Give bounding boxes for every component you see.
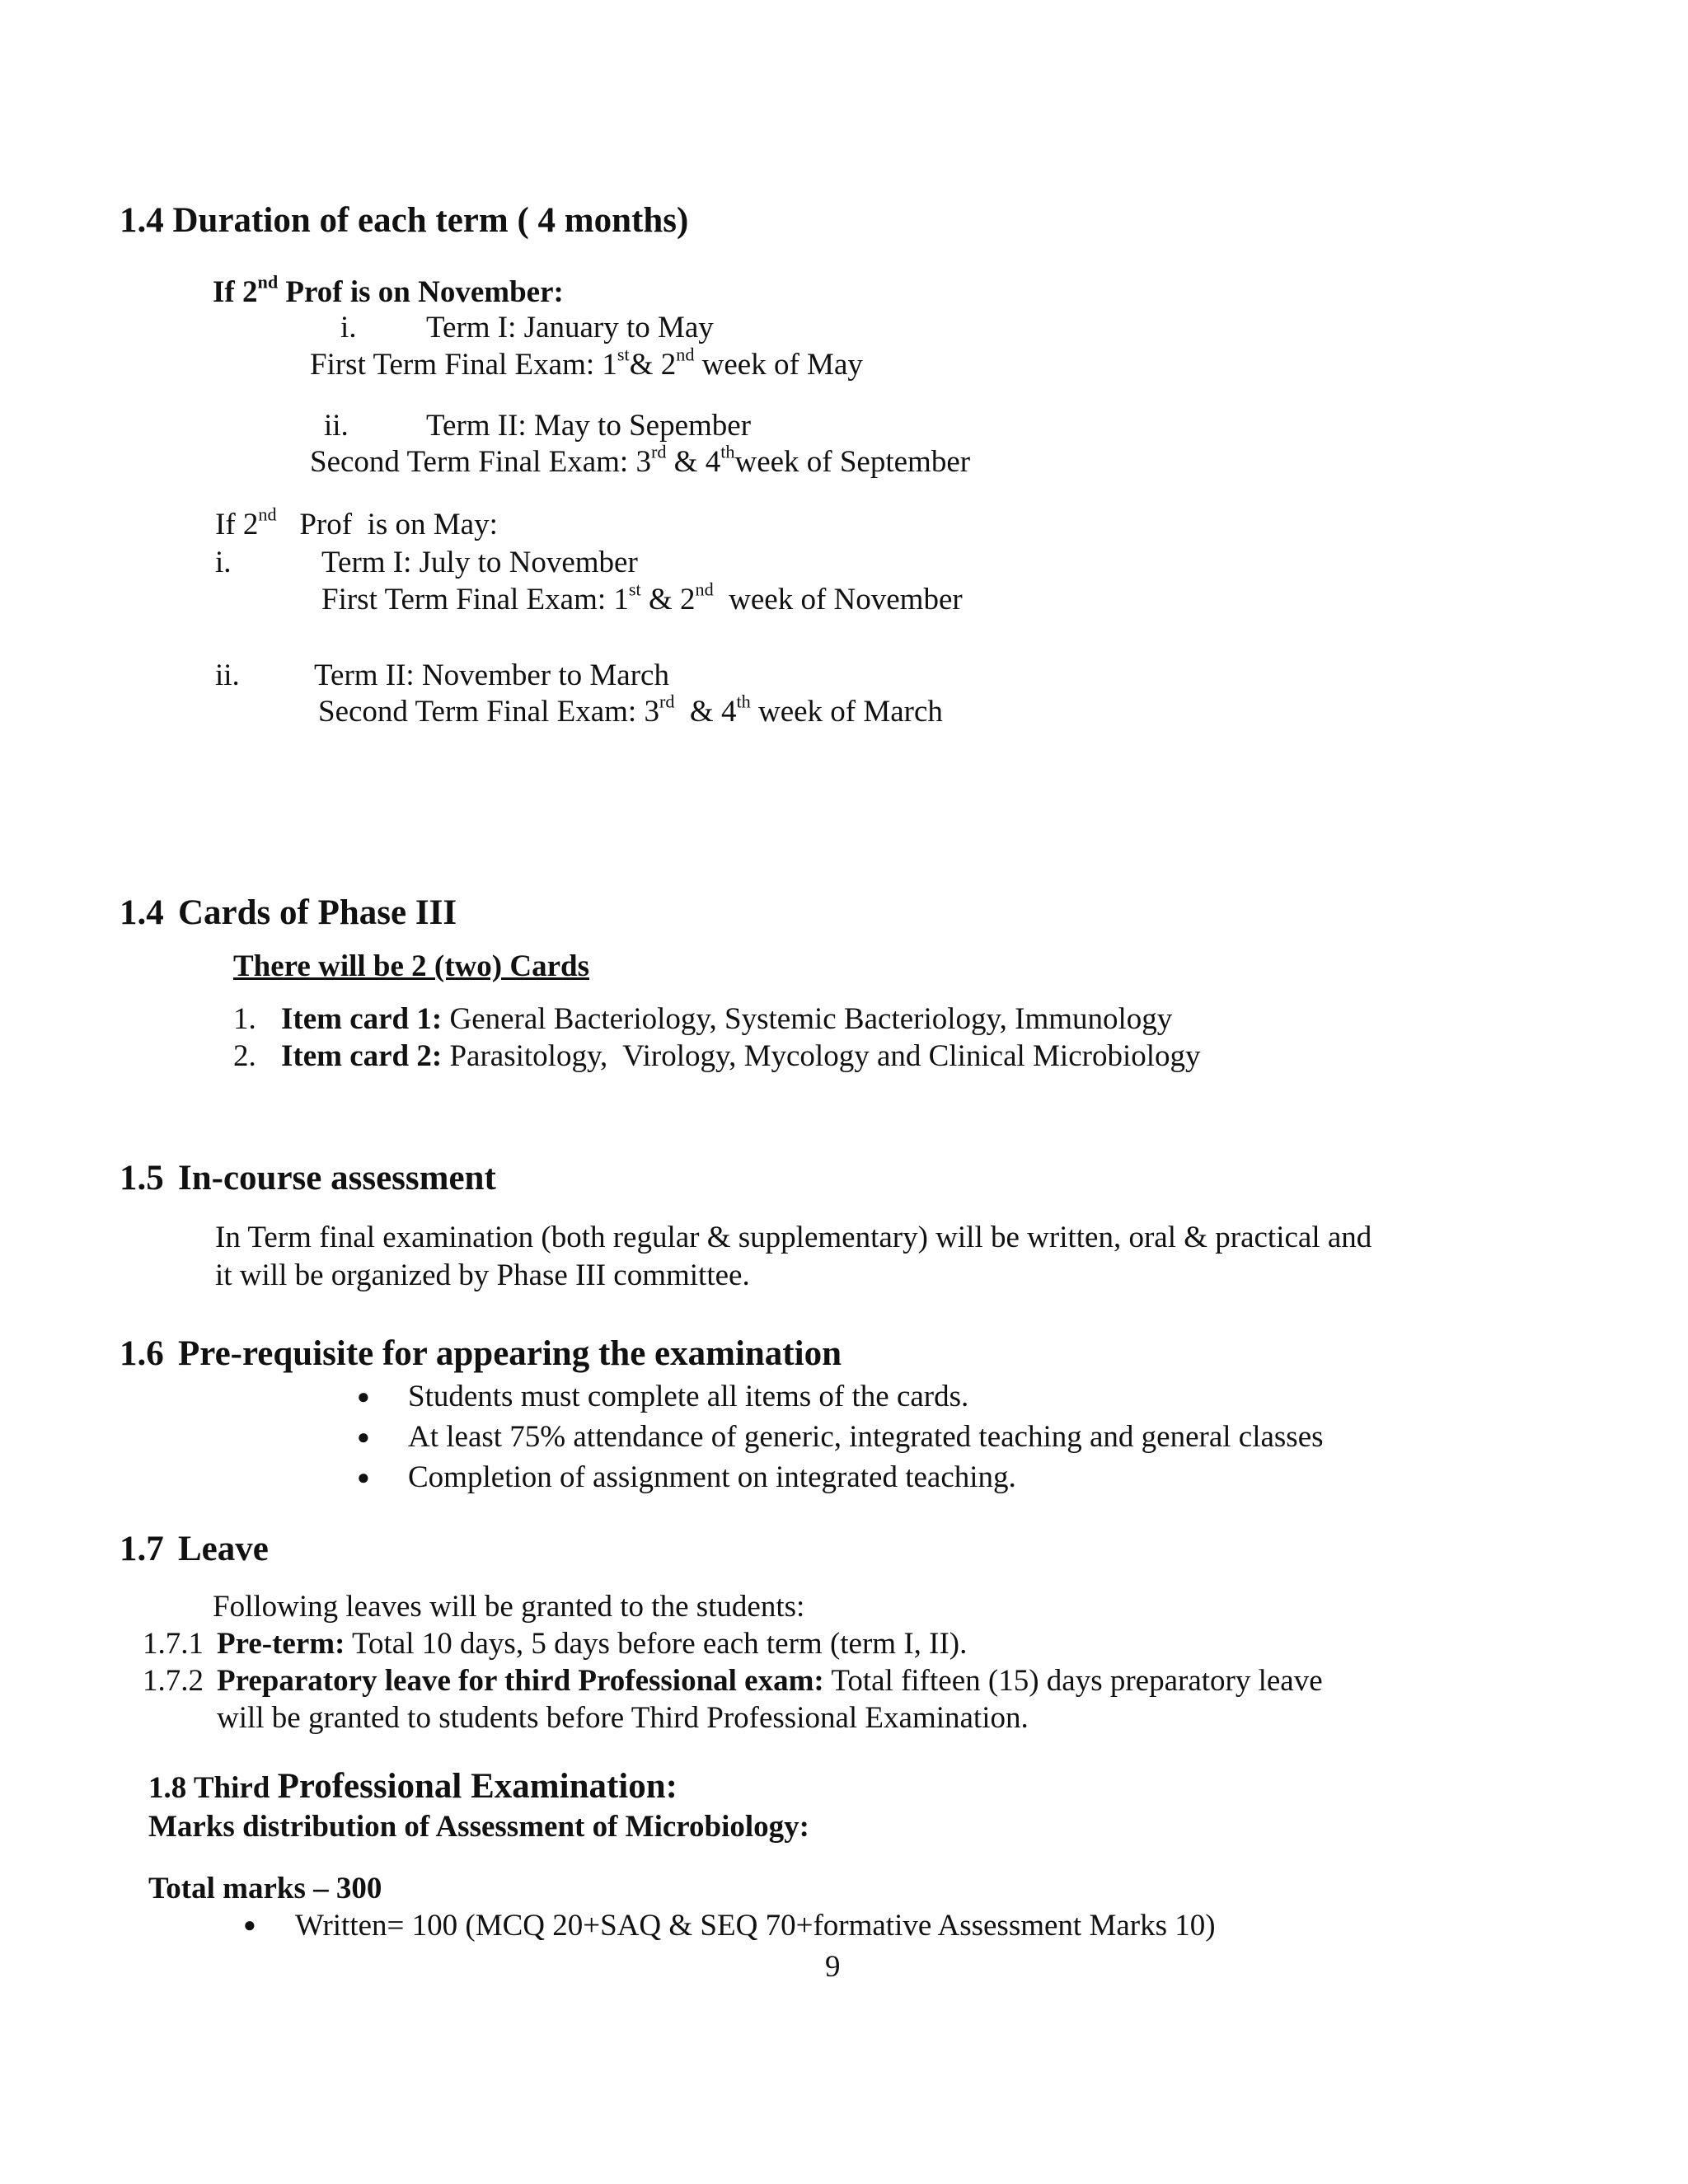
section-number-cards: 1.4	[120, 893, 164, 932]
section-number-prerequisite: 1.6	[120, 1334, 164, 1373]
assessment-line-2: it will be organized by Phase III committee.	[215, 1258, 750, 1292]
section-number-leave: 1.7	[120, 1530, 164, 1568]
bullet-icon: ●	[357, 1385, 370, 1408]
nov-term1-exam: First Term Final Exam: 1st& 2nd week of May	[310, 344, 863, 382]
leave-item-2: Preparatory leave for third Professional exam: Total fifteen (15) days preparatory leave	[217, 1664, 1323, 1698]
may-term2-text: Term II: November to March	[314, 658, 669, 692]
cards-subheading: There will be 2 (two) Cards	[233, 949, 589, 983]
marks-distribution-subheading: Marks distribution of Assessment of Microbiology:	[148, 1810, 810, 1844]
nov-term1-number: i.	[340, 311, 357, 344]
nov-term2-exam: Second Term Final Exam: 3rd & 4thweek of September	[310, 441, 971, 479]
total-marks: Total marks – 300	[148, 1872, 382, 1905]
leave-item-2-continuation: will be granted to students before Third Professional Examination.	[217, 1701, 1029, 1735]
nov-term2-text: Term II: May to Sepember	[426, 409, 752, 443]
may-label: If 2nd Prof is on May:	[215, 504, 498, 541]
prerequisite-item-1: Students must complete all items of the cards.	[408, 1380, 969, 1413]
written-marks: Written= 100 (MCQ 20+SAQ & SEQ 70+formative Assessment Marks 10)	[295, 1909, 1216, 1943]
card-item-2-number: 2.	[233, 1039, 256, 1073]
may-term2-exam: Second Term Final Exam: 3rd & 4th week of March	[318, 691, 943, 729]
section-heading-duration: 1.4 Duration of each term ( 4 months)	[120, 201, 689, 240]
section-number-assessment: 1.5	[120, 1159, 164, 1197]
section-heading-third-professional: 1.8 Third Professional Examination:	[148, 1767, 678, 1806]
may-term1-number: i.	[215, 546, 232, 579]
page-number: 9	[825, 1950, 841, 1984]
assessment-line-1: In Term final examination (both regular & supplementary) will be written, oral & practical and	[215, 1221, 1372, 1254]
bullet-icon: ●	[357, 1465, 370, 1489]
prerequisite-item-2: At least 75% attendance of generic, integrated teaching and general classes	[408, 1420, 1324, 1454]
leave-item-2-number: 1.7.2	[143, 1664, 204, 1698]
november-label: If 2nd Prof is on November:	[213, 271, 564, 309]
may-term1-exam: First Term Final Exam: 1st & 2nd week of November	[321, 579, 963, 616]
leave-item-1: Pre-term: Total 10 days, 5 days before each term (term I, II).	[217, 1627, 968, 1661]
card-item-1: Item card 1: General Bacteriology, Systemic Bacteriology, Immunology	[281, 1002, 1173, 1036]
section-heading-cards: Cards of Phase III	[178, 893, 457, 932]
nov-term1-text: Term I: January to May	[426, 311, 714, 344]
section-heading-assessment: In-course assessment	[178, 1159, 496, 1197]
section-heading-leave: Leave	[178, 1530, 269, 1568]
section-heading-prerequisite: Pre-requisite for appearing the examination	[178, 1334, 842, 1373]
nov-term2-number: ii.	[324, 409, 349, 443]
leave-item-1-number: 1.7.1	[143, 1627, 204, 1661]
bullet-icon: ●	[357, 1425, 370, 1449]
card-item-1-number: 1.	[233, 1002, 256, 1036]
bullet-icon: ●	[243, 1913, 256, 1937]
may-term1-text: Term I: July to November	[321, 546, 638, 579]
card-item-2: Item card 2: Parasitology, Virology, Mycology and Clinical Microbiology	[281, 1039, 1201, 1073]
leave-intro: Following leaves will be granted to the students:	[213, 1590, 805, 1624]
prerequisite-item-3: Completion of assignment on integrated teaching.	[408, 1460, 1016, 1494]
may-term2-number: ii.	[215, 658, 240, 692]
